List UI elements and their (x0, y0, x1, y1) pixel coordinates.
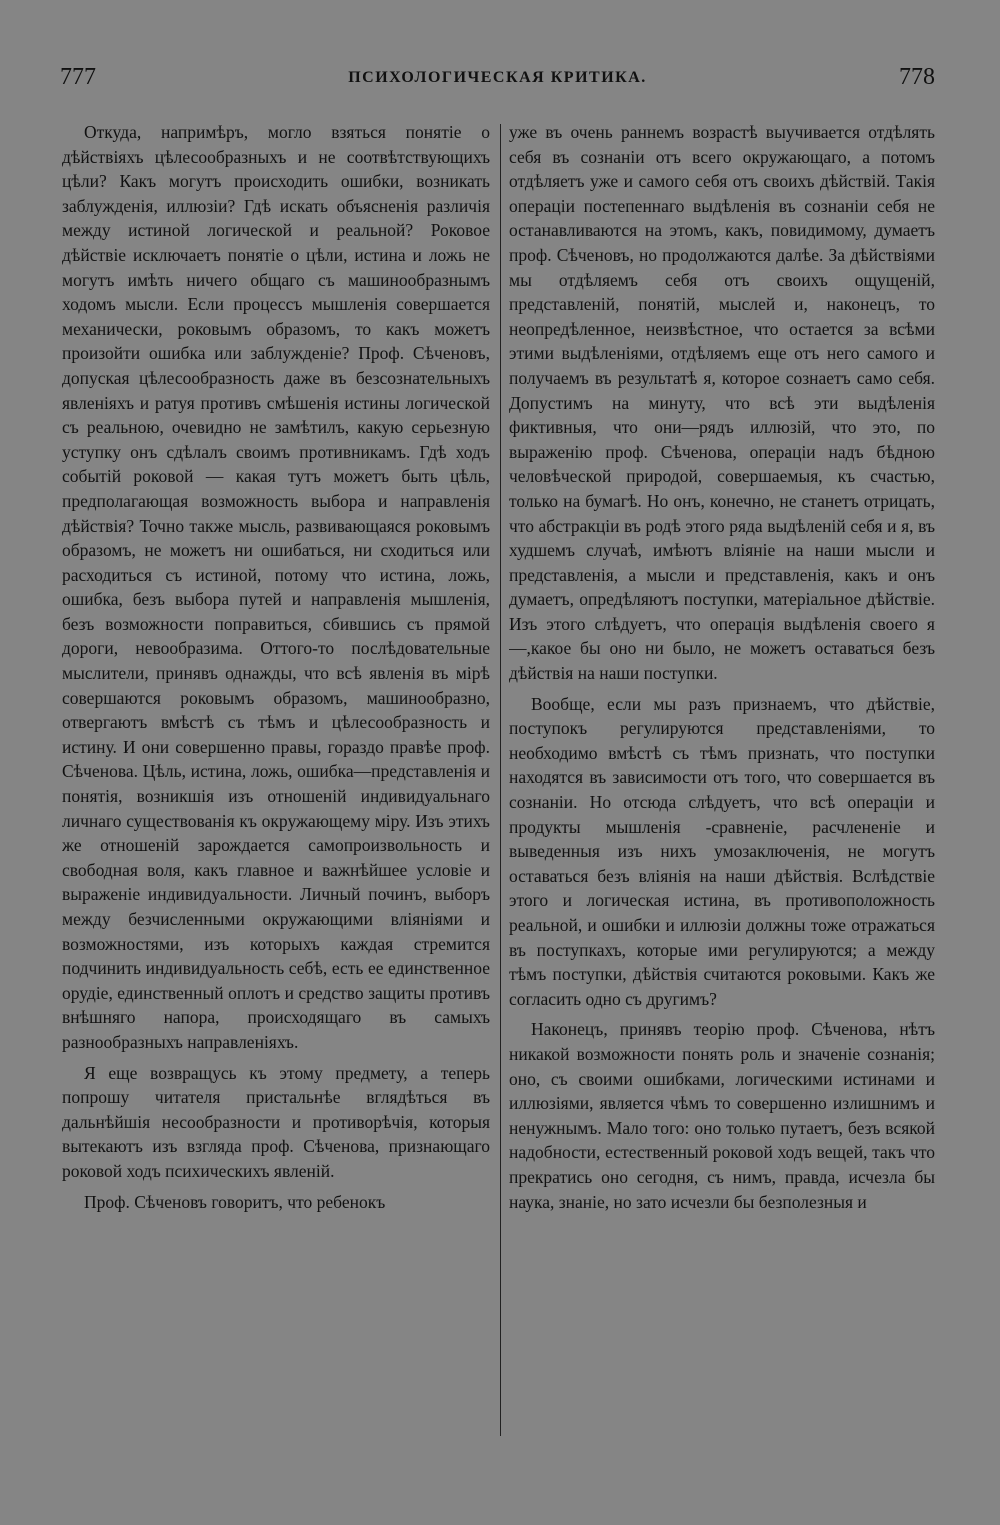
paragraph: Откуда, напримѣръ, могло взяться понятіе о дѣйствіяхъ цѣлесообразныхъ и не соотвѣтствующихъ цѣли? Какъ могутъ происходить ошибки, возникать заблужденія, иллюзіи? Гдѣ искать объясненія различія между истиной логической и реальной? Роковое дѣйствіе исключаетъ понятіе о цѣли, истина и ложь не могутъ имѣть ничего общаго съ машинообразнымъ ходомъ мысли. Если процессъ мышленія совершается механически, роковымъ образомъ, то какъ можетъ произойти ошибка или заблужденіе? Проф. Сѣченовъ, допуская цѣлесообразность даже въ безсознательныхъ явленіяхъ и ратуя противъ смѣшенія истины логической съ реальною, очевидно не замѣтилъ, какую серьезную уступку онъ сдѣлалъ своимъ противникамъ. Гдѣ ходъ событій роковой — какая тутъ можетъ быть цѣль, предполагающая возможность выбора и направленія дѣйствія? Точно также мысль, развивающаяся роковымъ образомъ, не можетъ ни ошибаться, ни сходиться или расходиться съ истиной, потому что истина, ложь, ошибка, безъ выбора путей и направленія мышленія, безъ возможности поправиться, сбившись съ прямой дороги, невообразима. Оттого-то послѣдовательные мыслители, принявъ однажды, что всѣ явленія въ мірѣ совершаются роковымъ образомъ, машинообразно, отвергаютъ вмѣстѣ съ тѣмъ и цѣлесообразность и истину. И они совершенно правы, гораздо правѣе проф. Сѣченова. Цѣль, истина, ложь, ошибка—представленія и понятія, возникшія изъ отношеній индивидуальнаго личнаго существованія къ окружающему міру. Изъ этихъ же отношеній зарождается самопроизвольность и свободная воля, какъ главное и важнѣйшее условіе и выраженіе индивидуальности. Личный починъ, выборъ между безчисленными окружающими вліяніями и возможностями, изъ которыхъ каждая стремится подчинить индивидуальность себѣ, есть ее единственное орудіе, единственный оплотъ и средство защиты противъ внѣшняго напора, происходящаго въ самыхъ разнообразныхъ направленіяхъ. (62, 122, 490, 1052)
page-header (60, 64, 935, 98)
page-number-right: 778 (899, 64, 935, 90)
left-column (62, 120, 490, 1440)
paragraph: Я еще возвращусь къ этому предмету, а теперь попрошу читателя пристальнѣе вглядѣться въ дальнѣйшія несообразности и противорѣчія, которыя вытекаютъ изъ взгляда проф. Сѣченова, признающаго роковой ходъ психическихъ явленій. (62, 1062, 490, 1181)
running-title: ПСИХОЛОГИЧЕСКАЯ КРИТИКА. (348, 69, 647, 86)
paragraph: Наконецъ, принявъ теорію проф. Сѣченова, нѣтъ никакой возможности понять роль и значеніе сознанія; оно, съ своими ошибками, логическими истинами и иллюзіями, является чѣмъ то совершенно излишнимъ и ненужнымъ. Мало того: оно только путаетъ, безъ всякой надобности, естественный роковой ходъ вещей, такъ что прекратись оно сегодня, съ нимъ, правда, исчезла бы наука, знаніе, но зато исчезли бы безполезныя и (509, 1019, 935, 1212)
paragraph: Вообще, если мы разъ признаемъ, что дѣйствіе, поступокъ регулируются представленіями, то необходимо вмѣстѣ съ тѣмъ признать, что поступки находятся въ зависимости отъ того, что совершается въ сознаніи. Но отсюда слѣдуетъ, что всѣ операціи и продукты мышленія -сравненіе, расчлененіе и выведенныя изъ нихъ умозаключенія, не могутъ оставаться безъ вліянія на наши дѣйствія. Вслѣдствіе этого и логическая истина, въ противоположность реальной, и ошибки и иллюзіи должны тоже отражаться въ поступкахъ, которые ими регулируются; а между тѣмъ поступки, дѣйствія считаются роковыми. Какъ же согласить одно съ другимъ? (509, 693, 935, 1009)
paragraph: Проф. Сѣченовъ говоритъ, что ребенокъ (84, 1191, 386, 1212)
right-column (509, 120, 935, 1440)
page-number-left: 777 (60, 64, 96, 90)
column-divider (500, 124, 501, 1436)
paragraph: уже въ очень раннемъ возрастѣ выучивается отдѣлять себя въ сознаніи отъ всего окружающаго, а потомъ отдѣляетъ уже и самого себя отъ своихъ дѣйствій. Такія операціи постепеннаго выдѣленія въ сознаніи себя не останавливаются на этомъ, какъ, повидимому, думаетъ проф. Сѣченовъ, но продолжаются далѣе. За дѣйствіями мы отдѣляемъ себя отъ своихъ ощущеній, представленій, понятій, мыслей и, наконецъ, то неопредѣленное, неизвѣстное, что остается за всѣми этими выдѣленіями, отдѣляемъ еще отъ него самого и получаемъ въ результатѣ я, которое сознаетъ само себя. Допустимъ на минуту, что всѣ эти выдѣленія фиктивныя, что они—рядъ иллюзій, что это, по выраженію проф. Сѣченова, операціи надъ бѣдною человѣческой природой, совершаемыя, къ счастью, только на бумагѣ. Но онъ, конечно, не станетъ отрицать, что абстракціи въ родѣ этого ряда выдѣленій себя и я, въ худшемъ случаѣ, имѣютъ вліяніе на наши мысли и представленія, а мысли и представленія, какъ и онъ думаетъ, опредѣляютъ поступки, матеріальное дѣйствіе. Изъ этого слѣдуетъ, что операція выдѣленія своего я—,какое бы оно ни было, не можетъ оставаться безъ дѣйствія на наши поступки. (509, 122, 935, 684)
